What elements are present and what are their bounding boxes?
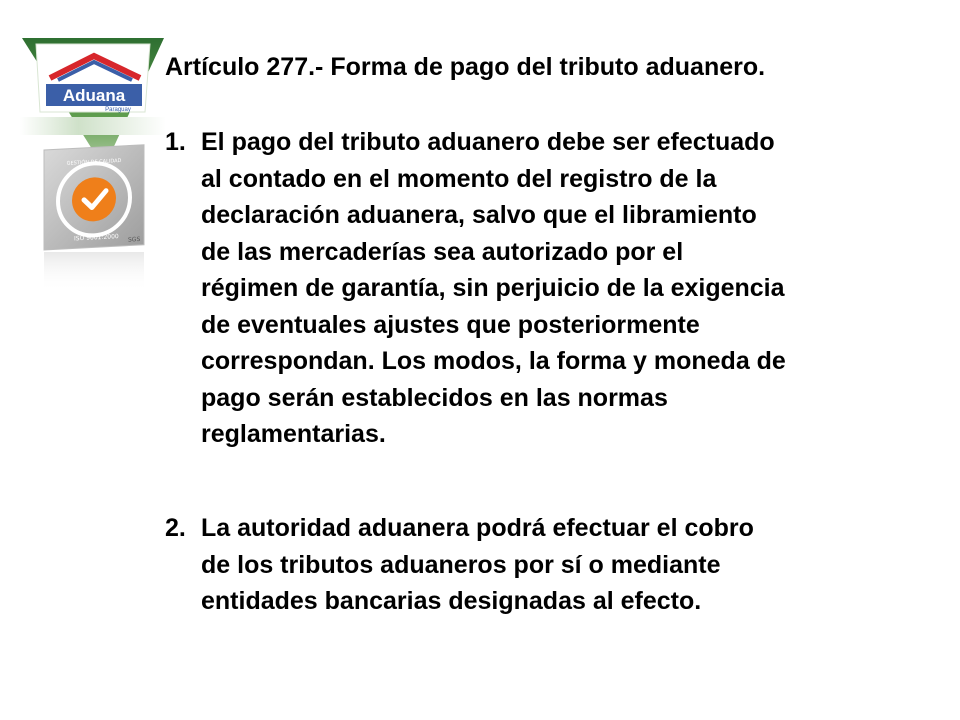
item-line: declaración aduanera, salvo que el libramiento — [201, 201, 757, 229]
article-item-1 — [165, 124, 955, 453]
item-line: pago serán establecidos en las normas — [201, 383, 668, 412]
item-line: de las mercaderías sea autorizado por el — [201, 237, 684, 266]
aduana-logo-area — [0, 0, 170, 300]
item-number: 1. — [165, 128, 186, 156]
item-line: de eventuales ajustes que posteriormente — [201, 310, 700, 339]
item-line: de los tributos aduaneros por sí o mediante — [201, 550, 721, 579]
iso-cert-badge — [44, 145, 144, 250]
logo-brand-text: Aduana — [62, 86, 126, 105]
item-line: entidades bancarias designadas al efecto. — [201, 587, 702, 615]
cert-iso-text: ISO 9001:2000 — [74, 233, 119, 243]
item-line: El pago del tributo aduanero debe ser efectuado — [201, 128, 775, 156]
item-line: reglamentarias. — [201, 420, 386, 448]
item-line: correspondan. Los modos, la forma y moneda de — [201, 347, 786, 375]
logo-brand-subtext: Paraguay — [105, 107, 131, 113]
article-item-2 — [165, 510, 955, 620]
cert-corner-text: SGS — [128, 235, 141, 244]
item-number: 2. — [165, 514, 186, 542]
aduana-logo — [0, 0, 170, 300]
item-line: La autoridad aduanera podrá efectuar el cobro — [201, 514, 754, 542]
fade-bar — [20, 117, 166, 135]
item-line: al contado en el momento del registro de la — [201, 164, 717, 193]
slide-title: Artículo 277.- Forma de pago del tributo aduanero. — [165, 53, 766, 81]
item-line: régimen de garantía, sin perjuicio de la exigencia — [201, 274, 785, 302]
badge-reflection — [44, 252, 144, 292]
cert-ring-text: GESTIÓN DE CALIDAD — [66, 157, 122, 167]
